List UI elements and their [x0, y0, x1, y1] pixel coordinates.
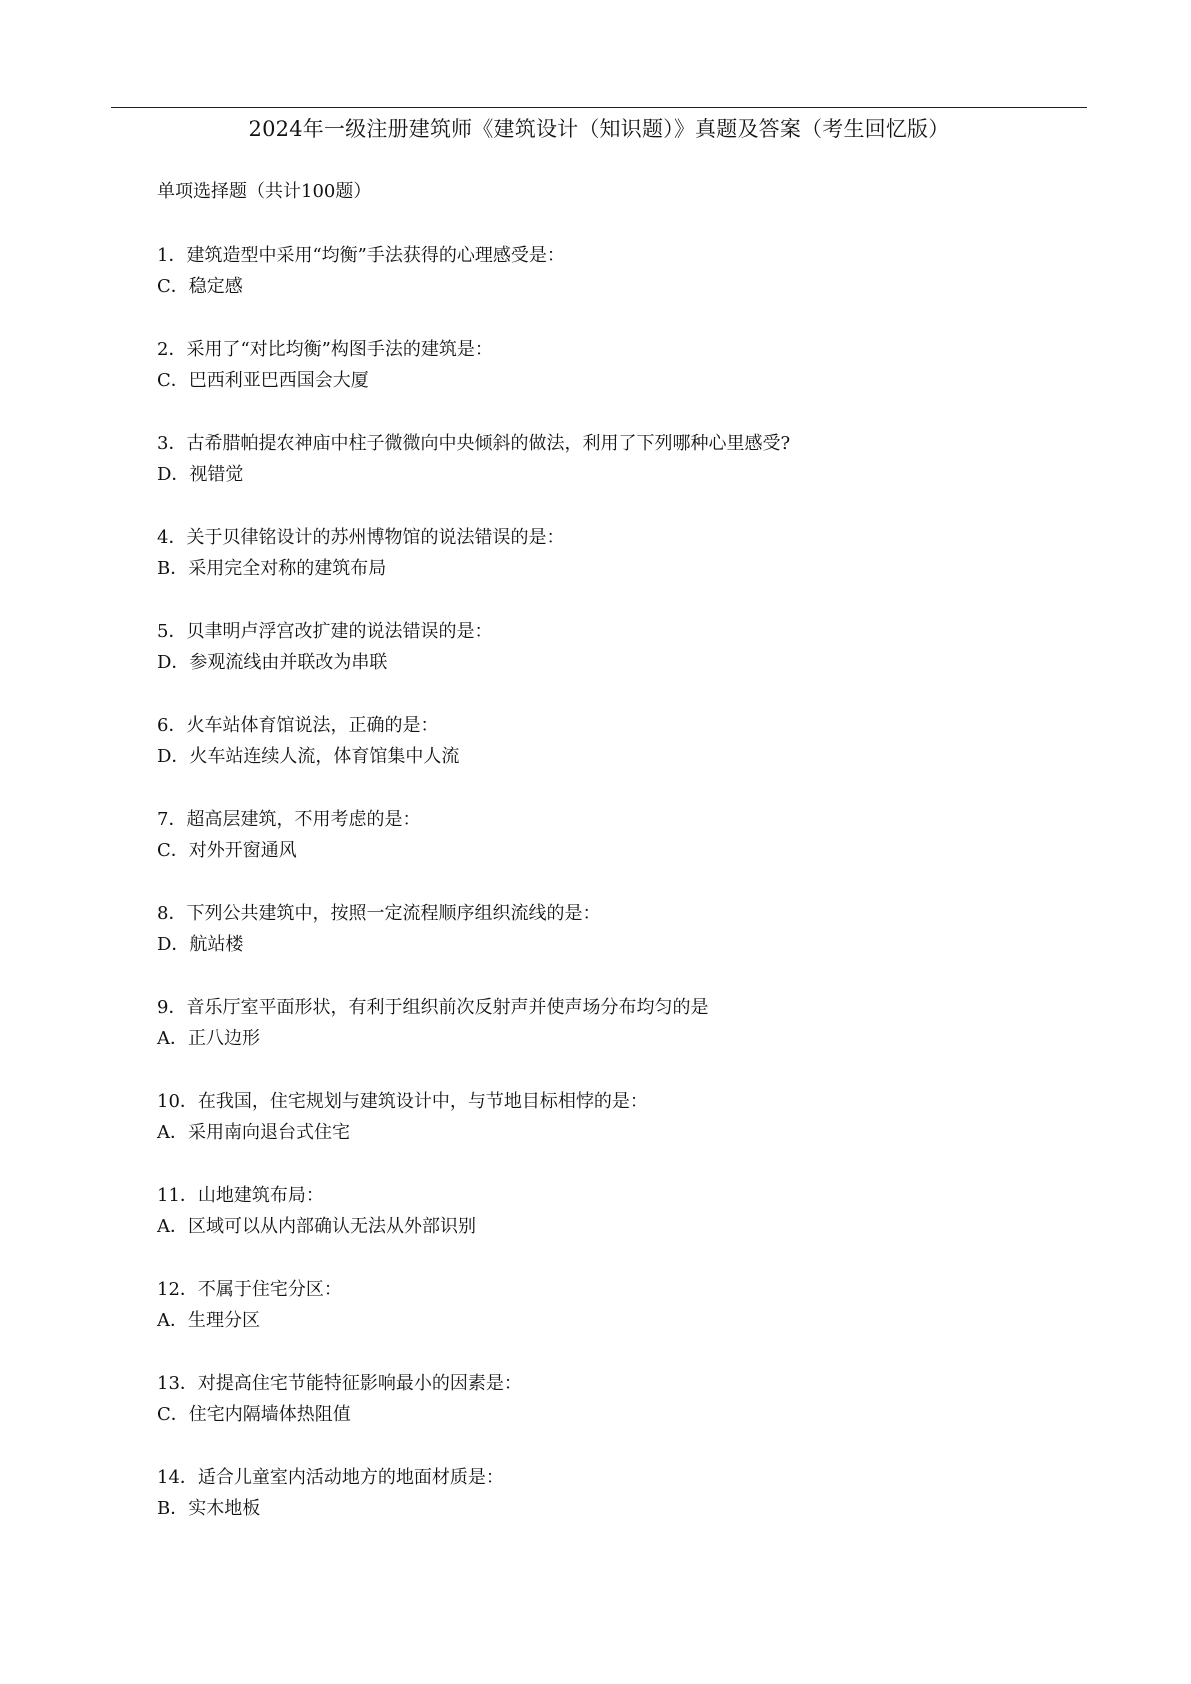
answer-text: C．稳定感 — [157, 276, 243, 297]
answer-text: B．实木地板 — [157, 1498, 261, 1519]
question-text: 3．古希腊帕提农神庙中柱子微微向中央倾斜的做法，利用了下列哪种心里感受? — [157, 433, 791, 454]
question-text: 13．对提高住宅节能特征影响最小的因素是： — [157, 1373, 522, 1394]
question-text: 10．在我国，住宅规划与建筑设计中，与节地目标相悖的是： — [157, 1091, 648, 1112]
answer-text: A．生理分区 — [157, 1310, 260, 1331]
question-item — [157, 240, 1057, 334]
question-text: 8．下列公共建筑中，按照一定流程顺序组织流线的是： — [157, 903, 601, 924]
header-rule — [111, 107, 1087, 108]
answer-text: D．火车站连续人流，体育馆集中人流 — [157, 746, 460, 767]
answer-text: C．对外开窗通风 — [157, 840, 297, 861]
answer-text: D．视错觉 — [157, 464, 244, 485]
section-heading: 单项选择题（共计100题） — [157, 181, 372, 202]
question-text: 4．关于贝律铭设计的苏州博物馆的说法错误的是： — [157, 527, 565, 548]
question-text: 6．火车站体育馆说法，正确的是： — [157, 715, 439, 736]
question-item — [157, 1462, 1057, 1556]
answer-text: A．区域可以从内部确认无法从外部识别 — [157, 1216, 476, 1237]
question-item — [157, 1368, 1057, 1462]
question-item — [157, 898, 1057, 992]
answer-text: B．采用完全对称的建筑布局 — [157, 558, 387, 579]
answer-text: A．正八边形 — [157, 1028, 260, 1049]
answer-text: C．住宅内隔墙体热阻值 — [157, 1404, 351, 1425]
question-text: 11．山地建筑布局： — [157, 1185, 324, 1206]
question-item — [157, 804, 1057, 898]
question-list — [157, 240, 1057, 1556]
question-text: 9．音乐厅室平面形状，有利于组织前次反射声并使声场分布均匀的是 — [157, 997, 709, 1018]
question-item — [157, 1180, 1057, 1274]
answer-text: C．巴西利亚巴西国会大厦 — [157, 370, 369, 391]
question-item — [157, 334, 1057, 428]
document-title: 2024年一级注册建筑师《建筑设计（知识题）》真题及答案（考生回忆版） — [248, 117, 950, 141]
question-text: 2．采用了“对比均衡”构图手法的建筑是： — [157, 339, 493, 360]
question-text: 7．超高层建筑，不用考虑的是： — [157, 809, 421, 830]
answer-text: A．采用南向退台式住宅 — [157, 1122, 350, 1143]
question-item — [157, 1274, 1057, 1368]
answer-text: D．航站楼 — [157, 934, 244, 955]
question-item — [157, 710, 1057, 804]
question-item — [157, 616, 1057, 710]
question-text: 5．贝聿明卢浮宫改扩建的说法错误的是： — [157, 621, 493, 642]
question-item — [157, 1086, 1057, 1180]
answer-text: D．参观流线由并联改为串联 — [157, 652, 388, 673]
question-text: 12．不属于住宅分区： — [157, 1279, 342, 1300]
question-item — [157, 992, 1057, 1086]
question-item — [157, 522, 1057, 616]
question-text: 1．建筑造型中采用“均衡”手法获得的心理感受是： — [157, 245, 565, 266]
question-text: 14．适合儿童室内活动地方的地面材质是： — [157, 1467, 504, 1488]
question-item — [157, 428, 1057, 522]
